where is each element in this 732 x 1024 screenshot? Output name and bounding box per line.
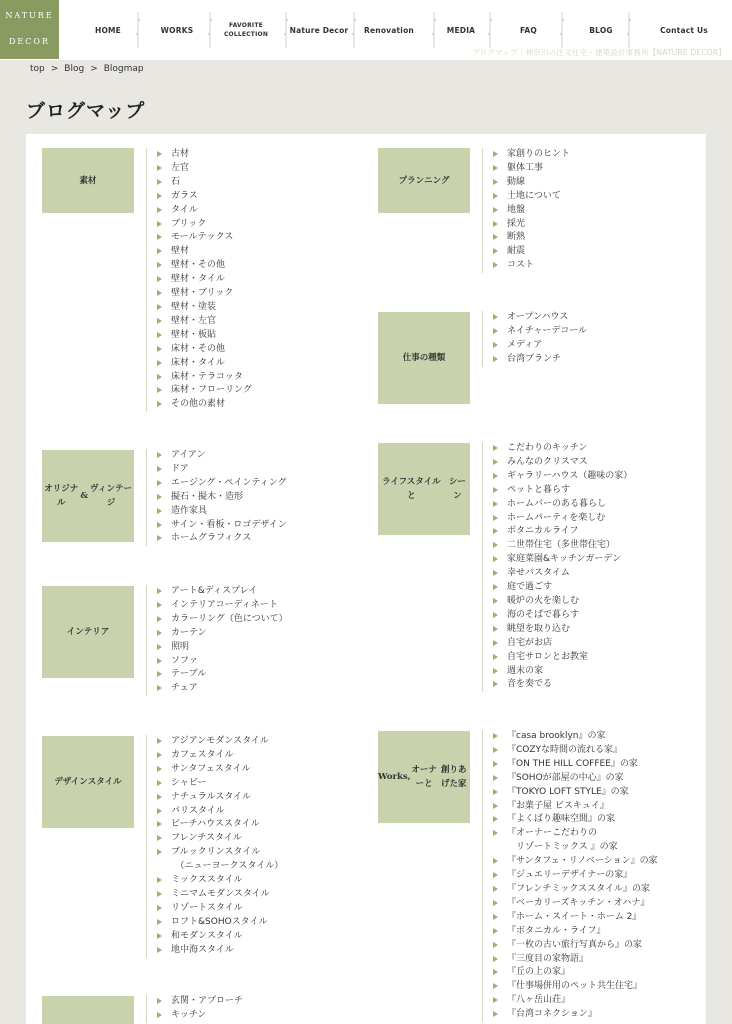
blogmap-link[interactable]: 『ON THE HILL COFFEE』の家	[493, 758, 658, 772]
right-category-box[interactable]: 仕事の種類	[378, 312, 470, 404]
nav-item-works[interactable]: WORKS	[160, 25, 194, 35]
arrow-right-icon	[157, 794, 162, 800]
arrow-right-icon	[493, 1011, 498, 1017]
blogmap-link[interactable]: 床材・その他	[157, 343, 252, 357]
nav-item-home[interactable]: HOME	[94, 25, 122, 35]
arrow-right-icon	[157, 821, 162, 827]
arrow-right-icon	[493, 928, 498, 934]
blogmap-link[interactable]: オープンハウス	[493, 311, 587, 325]
blogmap-link[interactable]: 『casa brooklyn』の家	[493, 730, 658, 744]
right-category-item-list	[482, 442, 632, 692]
arrow-right-icon	[157, 891, 162, 897]
arrow-right-icon	[493, 515, 498, 521]
arrow-right-icon	[493, 969, 498, 975]
blogmap-link[interactable]: 『三度目の家物語』	[493, 953, 658, 967]
arrow-right-icon	[157, 905, 162, 911]
site-logo[interactable]	[0, 0, 59, 59]
blogmap-link[interactable]: 壁材	[157, 245, 252, 259]
blogmap-link[interactable]: 自宅がお店	[493, 637, 632, 651]
blogmap-link[interactable]: シャビー	[157, 777, 283, 791]
arrow-right-icon	[493, 789, 498, 795]
blogmap-link[interactable]: 『サンタフェ・リノベーション』の家	[493, 855, 658, 869]
blogmap-link[interactable]: ギャラリーハウス（趣味の家）	[493, 470, 632, 484]
arrow-right-icon	[493, 179, 498, 185]
arrow-right-icon	[493, 459, 498, 465]
blogmap-link[interactable]: 眺望を取り込む	[493, 623, 632, 637]
blogmap-link[interactable]: タイル	[157, 204, 252, 218]
arrow-right-icon	[493, 487, 498, 493]
nav-divider-twig	[207, 12, 209, 48]
left-category-item-list	[146, 995, 243, 1023]
blogmap-link[interactable]: ソファ	[157, 655, 288, 669]
blogmap-link[interactable]: こだわりのキッチン	[493, 442, 632, 456]
blogmap-link[interactable]: 左官	[157, 162, 252, 176]
arrow-right-icon	[493, 983, 498, 989]
left-category-box[interactable]	[42, 996, 134, 1024]
arrow-right-icon	[157, 808, 162, 814]
arrow-right-icon	[157, 535, 162, 541]
arrow-right-icon	[493, 900, 498, 906]
arrow-right-icon	[493, 314, 498, 320]
arrow-right-icon	[157, 849, 162, 855]
arrow-right-icon	[493, 761, 498, 767]
blogmap-link[interactable]: 『ジュエリーデザイナーの家』	[493, 869, 658, 883]
arrow-right-icon	[157, 318, 162, 324]
arrow-right-icon	[493, 501, 498, 507]
arrow-right-icon	[157, 262, 162, 268]
arrow-right-icon	[157, 387, 162, 393]
left-category-box[interactable]: 素材	[42, 148, 134, 213]
blogmap-link[interactable]: 動線	[493, 176, 570, 190]
arrow-right-icon	[157, 522, 162, 528]
blogmap-link[interactable]: 床材・テラコッタ	[157, 371, 252, 385]
blogmap-link[interactable]: 古材	[157, 148, 252, 162]
arrow-right-icon	[157, 766, 162, 772]
left-category-box[interactable]: オリジナル & ヴィンテージ	[42, 450, 134, 542]
arrow-right-icon	[493, 207, 498, 213]
arrow-right-icon	[157, 630, 162, 636]
blogmap-link[interactable]: 床材・タイル	[157, 357, 252, 371]
blogmap-link[interactable]: 玄関・アプローチ	[157, 995, 243, 1009]
arrow-right-icon	[157, 466, 162, 472]
blogmap-link[interactable]: 照明	[157, 641, 288, 655]
arrow-right-icon	[157, 360, 162, 366]
nav-item-favorite-collection[interactable]: FAVORITE COLLECTION	[223, 22, 269, 38]
blogmap-link[interactable]: 土地について	[493, 190, 570, 204]
nav-item-renovation[interactable]: Renovation	[364, 25, 414, 35]
blogmap-link[interactable]: 自宅サロンとお教室	[493, 651, 632, 665]
blogmap-link[interactable]: 『ホーム・スイート・ホーム 2』	[493, 911, 658, 925]
arrow-right-icon	[157, 374, 162, 380]
arrow-right-icon	[493, 816, 498, 822]
blogmap-link[interactable]: ペットと暮らす	[493, 484, 632, 498]
arrow-right-icon	[157, 221, 162, 227]
blogmap-link[interactable]: 『TOKYO LOFT STYLE』の家	[493, 786, 658, 800]
blogmap-link[interactable]: サンタフェスタイル	[157, 763, 283, 777]
page-title: ブログマップ	[26, 100, 146, 122]
blogmap-link[interactable]: 『フレンチミックススタイル』の家	[493, 883, 658, 897]
arrow-right-icon	[157, 346, 162, 352]
logo-text-line1: NATURE	[5, 11, 54, 20]
site-header	[0, 0, 732, 60]
arrow-right-icon	[157, 616, 162, 622]
arrow-right-icon	[157, 685, 162, 691]
blogmap-link[interactable]: 『オーナーこだわりの リゾートミックス 』の家	[493, 827, 658, 855]
blogmap-link[interactable]: ビーチハウススタイル	[157, 818, 283, 832]
blogmap-link[interactable]: 『SOHOが部屋の中心』の家	[493, 772, 658, 786]
arrow-right-icon	[493, 556, 498, 562]
blogmap-link[interactable]: 『仕事場併用のペット共生住宅』	[493, 980, 658, 994]
left-category-item-list	[146, 148, 252, 412]
blogmap-link[interactable]: 石	[157, 176, 252, 190]
blogmap-link[interactable]: メディア	[493, 339, 587, 353]
blogmap-link[interactable]: モールテックス	[157, 231, 252, 245]
arrow-right-icon	[157, 835, 162, 841]
blogmap-link[interactable]: キッチン	[157, 1009, 243, 1023]
arrow-right-icon	[493, 640, 498, 646]
arrow-right-icon	[157, 207, 162, 213]
arrow-right-icon	[493, 733, 498, 739]
blogmap-link[interactable]: 週末の家	[493, 665, 632, 679]
arrow-right-icon	[157, 738, 162, 744]
blogmap-link[interactable]: 壁材・左官	[157, 315, 252, 329]
arrow-right-icon	[493, 681, 498, 687]
breadcrumb-top-link[interactable]: top	[30, 64, 45, 74]
arrow-right-icon	[493, 886, 498, 892]
blogmap-link[interactable]: サイン・看板・ロゴデザイン	[157, 519, 287, 533]
arrow-right-icon	[493, 542, 498, 548]
nav-item-nature-decor[interactable]: Nature Decor	[289, 25, 349, 35]
arrow-right-icon	[493, 262, 498, 268]
arrow-right-icon	[493, 328, 498, 334]
arrow-right-icon	[157, 234, 162, 240]
blogmap-link[interactable]: 家庭菜園&キッチンガーデン	[493, 553, 632, 567]
arrow-right-icon	[157, 1012, 162, 1018]
arrow-right-icon	[493, 668, 498, 674]
arrow-right-icon	[157, 248, 162, 254]
nav-divider-twig	[283, 12, 285, 48]
left-category-item-list	[146, 735, 283, 958]
blogmap-link[interactable]: 壁材・タイル	[157, 273, 252, 287]
arrow-right-icon	[493, 598, 498, 604]
arrow-right-icon	[493, 914, 498, 920]
blogmap-link[interactable]: ブリック	[157, 218, 252, 232]
blogmap-link[interactable]: ミックススタイル	[157, 874, 283, 888]
arrow-right-icon	[157, 494, 162, 500]
blogmap-link[interactable]: リゾートスタイル	[157, 902, 283, 916]
blogmap-link[interactable]: 二世帯住宅（多世帯住宅）	[493, 539, 632, 553]
nav-item-blog[interactable]: BLOG	[589, 25, 613, 35]
blogmap-link[interactable]: 『一枚の古い旅行写真から』の家	[493, 939, 658, 953]
blogmap-link[interactable]: 断熱	[493, 231, 570, 245]
blogmap-link[interactable]: 『台湾コネクション』	[493, 1008, 658, 1022]
arrow-right-icon	[157, 508, 162, 514]
blogmap-link[interactable]: ホームグラフィクス	[157, 532, 287, 546]
arrow-right-icon	[157, 165, 162, 171]
left-category-item-list	[146, 585, 288, 696]
arrow-right-icon	[493, 356, 498, 362]
arrow-right-icon	[157, 658, 162, 664]
blogmap-link[interactable]: 躯体工事	[493, 162, 570, 176]
arrow-right-icon	[493, 997, 498, 1003]
breadcrumb-current: Blogmap	[103, 64, 144, 74]
blogmap-link[interactable]: ボタニカルライフ	[493, 525, 632, 539]
blogmap-link[interactable]: エージング・ペインティング	[157, 477, 287, 491]
arrow-right-icon	[157, 151, 162, 157]
right-category-item-list	[482, 730, 658, 1022]
arrow-right-icon	[493, 872, 498, 878]
arrow-right-icon	[493, 473, 498, 479]
blogmap-link[interactable]: 耐震	[493, 245, 570, 259]
arrow-right-icon	[493, 747, 498, 753]
arrow-right-icon	[493, 584, 498, 590]
arrow-right-icon	[157, 877, 162, 883]
nav-item-contact-us[interactable]: Contact Us	[660, 25, 708, 35]
arrow-right-icon	[493, 803, 498, 809]
arrow-right-icon	[157, 290, 162, 296]
arrow-right-icon	[157, 304, 162, 310]
blogmap-panel	[26, 134, 706, 1024]
blogmap-link[interactable]: 壁材・板貼	[157, 329, 252, 343]
left-category-box[interactable]: インテリア	[42, 586, 134, 678]
blogmap-link[interactable]: カフェスタイル	[157, 749, 283, 763]
arrow-right-icon	[157, 671, 162, 677]
breadcrumb-separator: >	[50, 64, 59, 74]
blogmap-link[interactable]: パリスタイル	[157, 805, 283, 819]
breadcrumb-separator: >	[90, 64, 98, 74]
blogmap-link[interactable]: テーブル	[157, 668, 288, 682]
blogmap-link[interactable]: カーテン	[157, 627, 288, 641]
arrow-right-icon	[493, 830, 498, 836]
blogmap-link[interactable]: 『丘の上の家』	[493, 966, 658, 980]
right-category-box[interactable]: ライフスタイルと シーン	[378, 443, 470, 535]
arrow-right-icon	[157, 780, 162, 786]
nav-divider-twig	[351, 12, 353, 48]
blogmap-link[interactable]: 家創りのヒント	[493, 148, 570, 162]
blogmap-link[interactable]: 造作家具	[157, 505, 287, 519]
logo-text-line2: DECOR	[9, 37, 50, 46]
site-tagline: ブログマップ｜神奈川の注文住宅・建築設計事務所【NATURE DECOR】	[471, 48, 726, 57]
nav-item-media[interactable]: MEDIA	[446, 25, 476, 35]
blogmap-link[interactable]: 音を奏でる	[493, 678, 632, 692]
arrow-right-icon	[493, 942, 498, 948]
arrow-right-icon	[157, 276, 162, 282]
blogmap-link[interactable]: コスト	[493, 259, 570, 273]
blogmap-link[interactable]: アイアン	[157, 449, 287, 463]
nav-divider-twig	[487, 12, 489, 48]
breadcrumb-blog-link[interactable]: Blog	[64, 64, 85, 74]
blogmap-link[interactable]: カラーリング（色について）	[157, 613, 288, 627]
right-category-item-list	[482, 148, 570, 273]
blogmap-link[interactable]: インテリアコーディネート	[157, 599, 288, 613]
arrow-right-icon	[493, 151, 498, 157]
blogmap-link[interactable]: 擬石・擬木・造形	[157, 491, 287, 505]
arrow-right-icon	[157, 401, 162, 407]
arrow-right-icon	[493, 193, 498, 199]
arrow-right-icon	[157, 998, 162, 1004]
blogmap-link[interactable]: チェア	[157, 682, 288, 696]
blogmap-link[interactable]: 暖炉の火を楽しむ	[493, 595, 632, 609]
arrow-right-icon	[157, 193, 162, 199]
blogmap-link[interactable]: 壁材・その他	[157, 259, 252, 273]
blogmap-link[interactable]: 和モダンスタイル	[157, 930, 283, 944]
blogmap-link[interactable]: 『COZYな時間の流れる家』	[493, 744, 658, 758]
blogmap-link[interactable]: 庭で過ごす	[493, 581, 632, 595]
arrow-right-icon	[157, 179, 162, 185]
arrow-right-icon	[493, 775, 498, 781]
blogmap-link[interactable]: ネイチャーデコール	[493, 325, 587, 339]
arrow-right-icon	[493, 165, 498, 171]
arrow-right-icon	[157, 919, 162, 925]
blogmap-link[interactable]: 地盤	[493, 204, 570, 218]
nav-divider-twig	[559, 12, 561, 48]
nav-divider-twig	[431, 12, 433, 48]
blogmap-link[interactable]: ナチュラルスタイル	[157, 791, 283, 805]
arrow-right-icon	[157, 602, 162, 608]
arrow-right-icon	[493, 956, 498, 962]
blogmap-link[interactable]: ミニマムモダンスタイル	[157, 888, 283, 902]
breadcrumb	[30, 61, 144, 77]
blogmap-link[interactable]: 『ボタニカル・ライフ』	[493, 925, 658, 939]
arrow-right-icon	[493, 612, 498, 618]
right-category-box[interactable]: Works, オーナーと 創りあげた家	[378, 731, 470, 823]
blogmap-link[interactable]: ホームパーティを楽しむ	[493, 512, 632, 526]
arrow-right-icon	[493, 570, 498, 576]
arrow-right-icon	[493, 221, 498, 227]
arrow-right-icon	[493, 528, 498, 534]
blogmap-link[interactable]: ロフト&SOHOスタイル	[157, 916, 283, 930]
arrow-right-icon	[493, 445, 498, 451]
arrow-right-icon	[157, 452, 162, 458]
blogmap-link[interactable]: 台湾ブランチ	[493, 353, 587, 367]
blogmap-link[interactable]: アート&ディスプレイ	[157, 585, 288, 599]
arrow-right-icon	[157, 480, 162, 486]
blogmap-link[interactable]: 『八ヶ岳山荘』	[493, 994, 658, 1008]
blogmap-link[interactable]: 幸せバスタイム	[493, 567, 632, 581]
nav-divider-twig	[626, 12, 628, 48]
blogmap-link[interactable]: フレンチスタイル	[157, 832, 283, 846]
nav-divider-twig	[135, 12, 137, 48]
blogmap-link[interactable]: 採光	[493, 218, 570, 232]
blogmap-link[interactable]: みんなのクリスマス	[493, 456, 632, 470]
blogmap-link[interactable]: その他の素材	[157, 398, 252, 412]
blogmap-link[interactable]: 床材・フローリング	[157, 384, 252, 398]
right-category-item-list	[482, 311, 587, 367]
blogmap-link[interactable]: 地中海スタイル	[157, 944, 283, 958]
arrow-right-icon	[157, 644, 162, 650]
arrow-right-icon	[493, 342, 498, 348]
blogmap-link[interactable]: 『よくばり趣味空間』の家	[493, 813, 658, 827]
arrow-right-icon	[493, 654, 498, 660]
blogmap-link[interactable]: 『お菓子屋 ビスキュイ』	[493, 800, 658, 814]
blogmap-link[interactable]: 壁材・ブリック	[157, 287, 252, 301]
blogmap-link[interactable]: 海のそばで暮らす	[493, 609, 632, 623]
arrow-right-icon	[157, 947, 162, 953]
arrow-right-icon	[493, 626, 498, 632]
left-category-box[interactable]: デザイン スタイル	[42, 736, 134, 828]
blogmap-link[interactable]: ブルックリンスタイル （ニューヨークスタイル）	[157, 846, 283, 874]
right-category-box[interactable]: プランニング	[378, 148, 470, 213]
arrow-right-icon	[157, 332, 162, 338]
left-category-item-list	[146, 449, 287, 546]
arrow-right-icon	[493, 234, 498, 240]
blogmap-link[interactable]: 『ベーカリーズキッチン・オハナ』	[493, 897, 658, 911]
arrow-right-icon	[493, 858, 498, 864]
arrow-right-icon	[157, 933, 162, 939]
blogmap-link[interactable]: 壁材・塗装	[157, 301, 252, 315]
nav-item-faq[interactable]: FAQ	[519, 25, 538, 35]
arrow-right-icon	[157, 588, 162, 594]
blogmap-link[interactable]: ホームバーのある暮らし	[493, 498, 632, 512]
arrow-right-icon	[493, 248, 498, 254]
blogmap-link[interactable]: ドア	[157, 463, 287, 477]
blogmap-link[interactable]: ガラス	[157, 190, 252, 204]
blogmap-link[interactable]: アジアンモダンスタイル	[157, 735, 283, 749]
arrow-right-icon	[157, 752, 162, 758]
